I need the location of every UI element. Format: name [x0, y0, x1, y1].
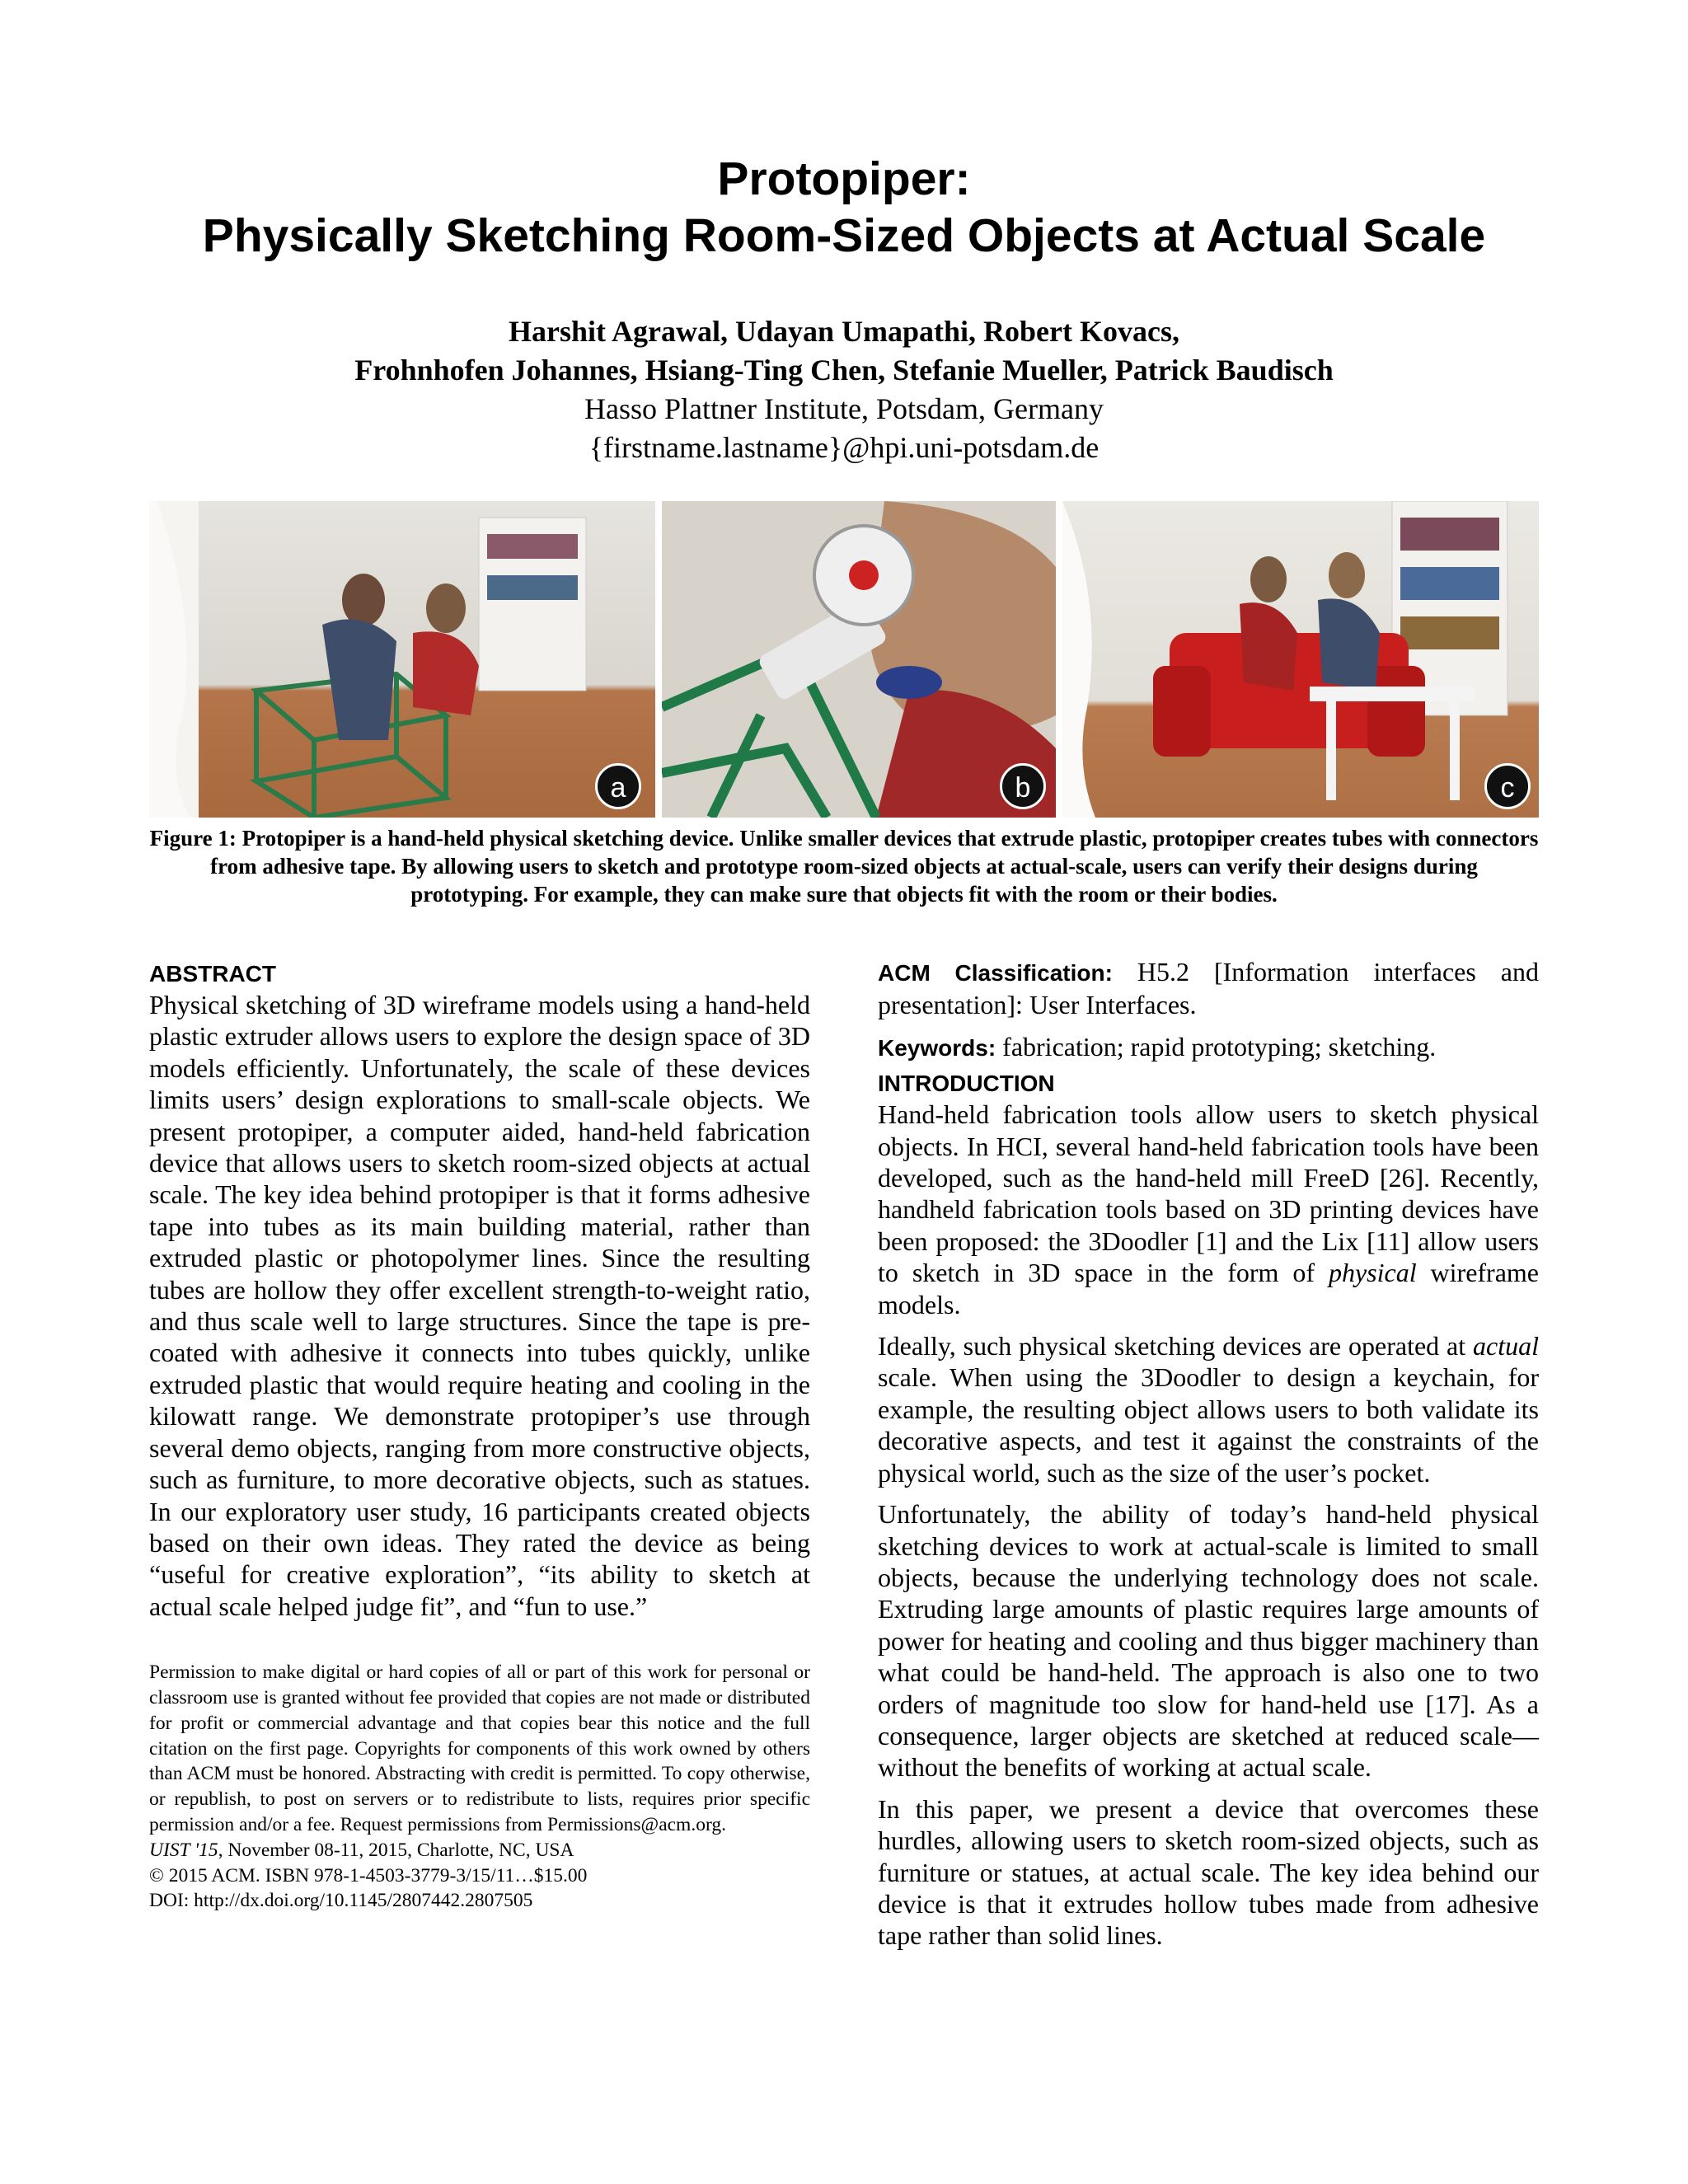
paper-title-line-2: Physically Sketching Room-Sized Objects at Actual Scale — [202, 209, 1486, 262]
figure-label-a: a — [595, 763, 641, 809]
right-column — [878, 956, 1539, 1952]
figure-photo-a — [149, 501, 655, 818]
intro-p2-text: Ideally, such physical sketching devices are operated at — [878, 1331, 1474, 1361]
acm-classification-text: H5.2 [Information interfaces and presentation]: User Interfaces. — [878, 957, 1539, 1020]
venue-details: , November 08-11, 2015, Charlotte, NC, USA — [218, 1839, 574, 1861]
author-email: {firstname.lastname}@hpi.uni-potsdam.de — [588, 431, 1100, 464]
acm-classification-label: ACM Classification: — [878, 960, 1113, 986]
figure-label-c: c — [1484, 763, 1531, 809]
venue-line — [149, 1838, 810, 1863]
intro-p2-emphasis: actual — [1473, 1331, 1539, 1361]
introduction-heading: INTRODUCTION — [878, 1071, 1055, 1097]
acm-classification — [878, 956, 1539, 1021]
doi-line: DOI: http://dx.doi.org/10.1145/2807442.2807505 — [149, 1890, 533, 1912]
permission-notice: Permission to make digital or hard copies of all or part of this work for personal or classroom use is granted without fee provided that copies are not made or distributed for profit or commercial advantage and that copies bear this notice and the full citation on the first page. Copyrights for components of this work owned by others than ACM must be honored. Abstracting with credit is permitted. To copy otherwise, or republish, to post on servers or to redistribute to lists, requires prior specific permission and/or a fee. Request permissions from Permissions@acm.org. — [149, 1661, 810, 1835]
keywords-label: Keywords: — [878, 1034, 996, 1061]
intro-paragraph-3: Unfortunately, the ability of today’s hand-held physical sketching devices to work at actual-scale is limited to small objects, because the underlying technology does not scale. Extruding large amounts of plastic requires large amounts of power for heating and cooling and thus bigger machinery than what could be hand-held. The approach is also one to two orders of magnitude too slow for hand-held use [17]. As a consequence, larger objects are sketched at reduced scale—without the benefits of working at actual scale. — [878, 1499, 1539, 1783]
figure-photo-b — [662, 501, 1056, 818]
figure-label-b: b — [1000, 763, 1046, 809]
keywords — [878, 1031, 1539, 1064]
author-list-line-1: Harshit Agrawal, Udayan Umapathi, Robert Kovacs, — [508, 315, 1179, 348]
intro-paragraph-2 — [878, 1330, 1539, 1488]
intro-p1-emphasis: physical — [1328, 1258, 1417, 1288]
paper-title-line-1: Protopiper: — [717, 152, 971, 205]
abstract-text: Physical sketching of 3D wireframe models using a hand-held plastic extruder allows users to explore the design space of 3D models efficiently. Unfortunately, the scale of these devices limits users’ design explorations to small-scale objects. We present protopiper, a computer aided, hand-held fabrication device that allows users to sketch room-sized objects at actual scale. The key idea behind protopiper is that it forms adhesive tape into tubes as its main building material, rather than extruded plastic or photopolymer lines. Since the resulting tubes are hollow they offer excellent strength-to-weight ratio, and thus scale well to large structures. Since the tape is pre-coated with adhesive it connects into tubes quickly, unlike extruded plastic that would require heating and cooling in the kilowatt range. We demonstrate protopiper’s use through several demo objects, ranging from more constructive objects, such as furniture, to more decorative objects, such as statues. In our exploratory user study, 16 participants created objects based on their own ideas. They rated the device as being “useful for creative exploration”, “its ability to sketch at actual scale helped judge fit”, and “fun to use.” — [149, 990, 810, 1621]
figure-caption: Figure 1: Protopiper is a hand-held physical sketching device. Unlike smaller devices that extrude plastic, protopiper creates tubes with connectors from adhesive tape. By allowing users to sketch and prototype room-sized objects at actual-scale, users can verify their designs during prototyping. For example, they can make sure that objects fit with the room or their bodies. — [149, 826, 1539, 907]
keywords-text: fabrication; rapid prototyping; sketching. — [996, 1031, 1437, 1062]
author-list-line-2: Frohnhofen Johannes, Hsiang-Ting Chen, Stefanie Mueller, Patrick Baudisch — [354, 354, 1334, 387]
copyright-line: © 2015 ACM. ISBN 978-1-4503-3779-3/15/11…$15.00 — [149, 1864, 588, 1886]
affiliation: Hasso Plattner Institute, Potsdam, Germany — [584, 392, 1104, 425]
figure-photo-c — [1062, 501, 1539, 818]
venue-name: UIST '15 — [149, 1839, 218, 1861]
intro-paragraph-1 — [878, 1099, 1539, 1320]
intro-paragraph-4: In this paper, we present a device that overcomes these hurdles, allowing users to sketch room-sized objects, such as furniture or statues, at actual scale. The key idea behind our device is that it extrudes hollow tubes made from adhesive tape rather than solid lines. — [878, 1793, 1539, 1951]
abstract-heading: ABSTRACT — [149, 961, 276, 987]
intro-p1-text: Hand-held fabrication tools allow users to sketch physical objects. In HCI, several hand-held fabrication tools have been developed, such as the hand-held mill FreeD [26]. Recently, handheld fabrication tools based on 3D printing devices have been proposed: the 3Doodler [1] and the Lix [11] allow users to sketch in 3D space in the form of — [878, 1099, 1539, 1288]
intro-p2-text-end: scale. When using the 3Doodler to design a keychain, for example, the resulting object allows users to both validate its decorative aspects, and test it against the constraints of the physical world, such as the size of the user’s pocket. — [878, 1362, 1539, 1488]
intro-p1-text-end: wireframe models. — [878, 1258, 1540, 1319]
left-column — [149, 959, 810, 1914]
